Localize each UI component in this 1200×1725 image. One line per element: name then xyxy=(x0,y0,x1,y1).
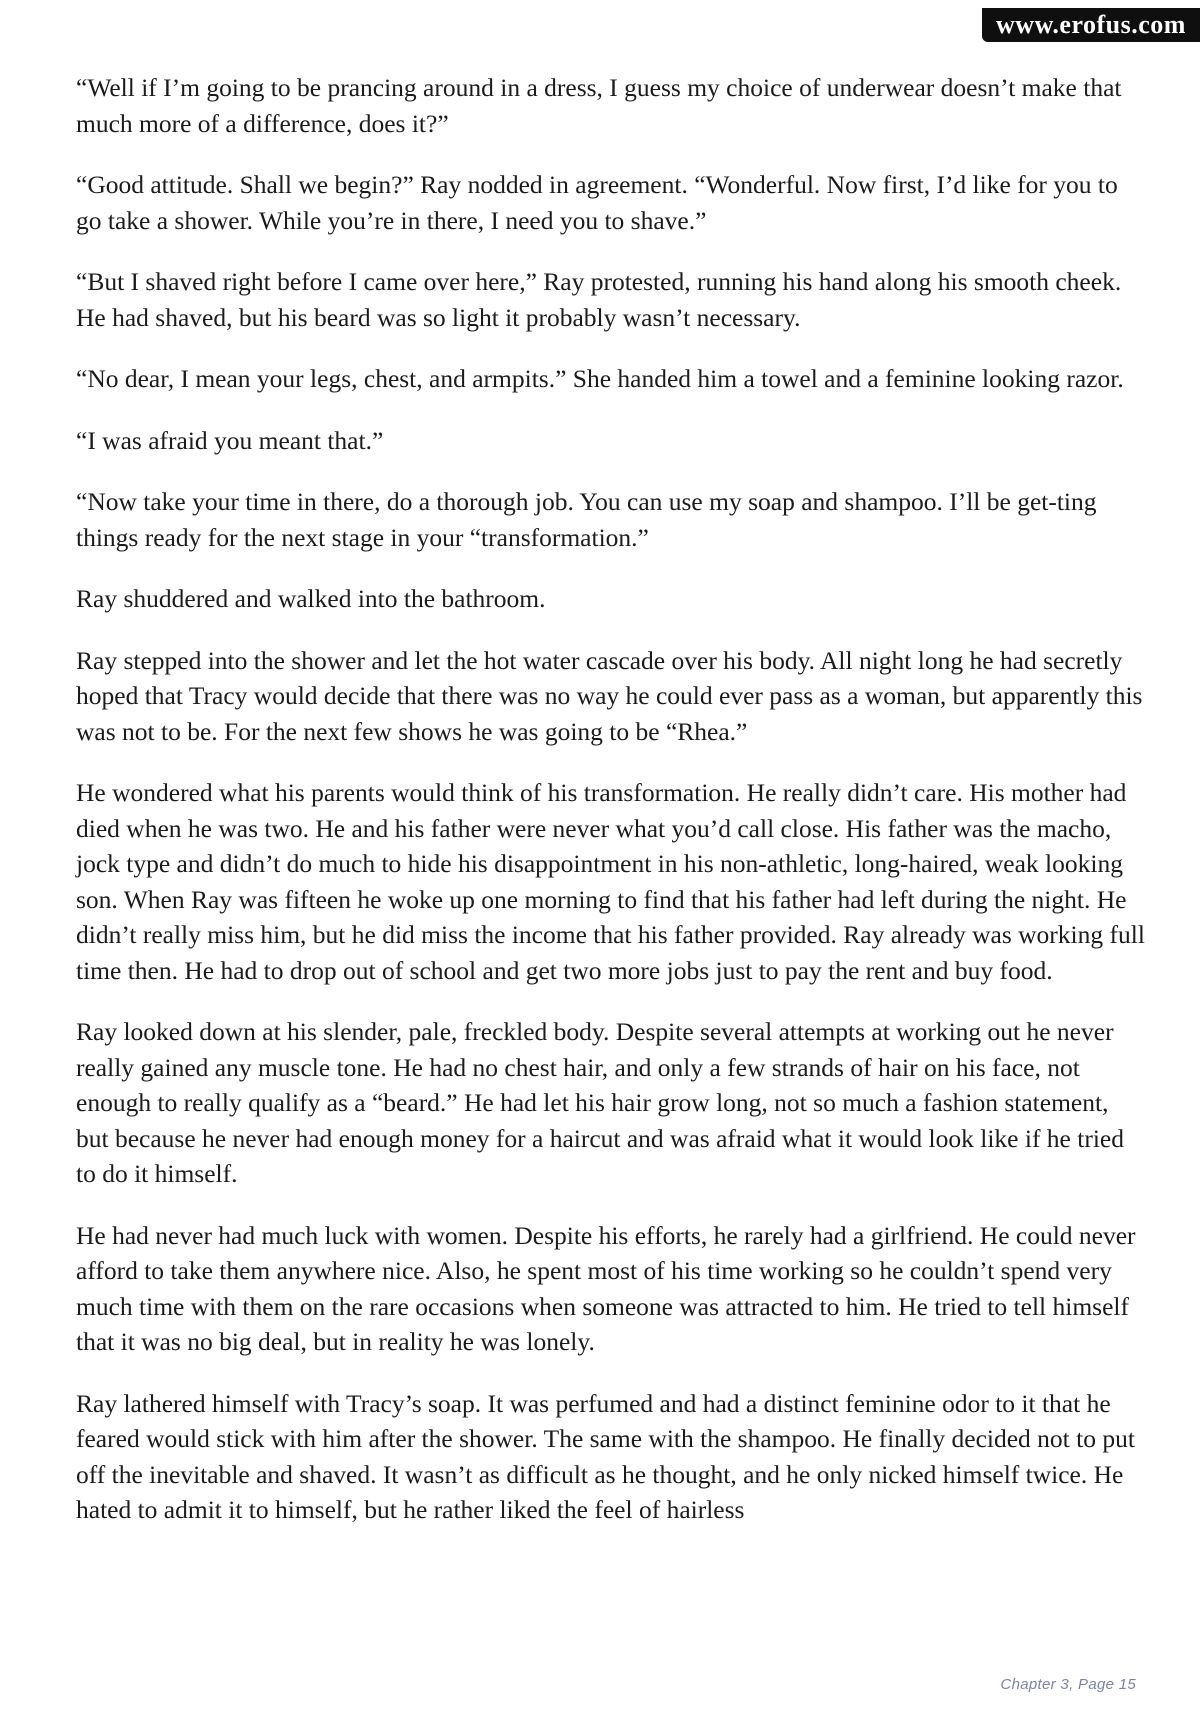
paragraph: “But I shaved right before I came over here,” Ray protested, running his hand along his smooth cheek. He had shaved, but his beard was so light it probably wasn’t necessary. xyxy=(76,267,1122,332)
paragraph: “I was afraid you meant that.” xyxy=(76,425,384,455)
paragraph: He wondered what his parents would think of his transformation. He really didn’t care. His mother had died when he was two. He and his father were never what you’d call close. His father was the macho, jock type and didn’t do much to hide his disappointment in his non-athletic, long-haired, weak looking son. When Ray was fifteen he woke up one morning to find that his father had left during the night. He didn’t really miss him, but he did miss the income that his father provided. Ray already was working full time then. He had to drop out of school and get two more jobs just to pay the rent and buy food. xyxy=(76,778,1145,985)
document-body xyxy=(76,70,1146,1554)
paragraph: “Now take your time in there, do a thorough job. You can use my soap and shampoo. I’ll be get-ting things ready for the next stage in your “transformation.” xyxy=(76,487,1097,552)
paragraph: Ray shuddered and walked into the bathroom. xyxy=(76,584,546,613)
paragraph: “Good attitude. Shall we begin?” Ray nodded in agreement. “Wonderful. Now first, I’d like for you to go take a shower. While you’re in there, I need you to shave.” xyxy=(76,170,1118,235)
paragraph: “Well if I’m going to be prancing around in a dress, I guess my choice of underwear doesn’t make that much more of a difference, does it?” xyxy=(76,73,1122,138)
page-footer: Chapter 3, Page 15 xyxy=(1000,1676,1136,1693)
paragraph: Ray stepped into the shower and let the hot water cascade over his body. All night long he had secretly hoped that Tracy would decide that there was no way he could ever pass as a woman, but apparently this was not to be. For the next few shows he was going to be “Rhea.” xyxy=(76,645,1143,746)
paragraph: “No dear, I mean your legs, chest, and armpits.” She handed him a towel and a feminine looking razor. xyxy=(76,364,1124,393)
site-watermark xyxy=(982,8,1200,42)
paragraph: Ray looked down at his slender, pale, freckled body. Despite several attempts at working out he never really gained any muscle tone. He had no chest hair, and only a few strands of hair on his face, not enough to really qualify as a “beard.” He had let his hair grow long, not so much a fashion statement, but because he never had enough money for a haircut and was afraid what it would look like if he tried to do it himself. xyxy=(76,1017,1124,1188)
paragraph: Ray lathered himself with Tracy’s soap. It was perfumed and had a distinct feminine odor to it that he feared would stick with him after the shower. The same with the shampoo. He finally decided not to put off the inevitable and shaved. It wasn’t as difficult as he thought, and he only nicked himself twice. He hated to admit it to himself, but he rather liked the feel of hairless xyxy=(76,1388,1135,1524)
watermark-text: www.erofus.com xyxy=(996,10,1186,39)
paragraph: He had never had much luck with women. Despite his efforts, he rarely had a girlfriend. He could never afford to take them anywhere nice. Also, he spent most of his time working so he couldn’t spend very much time with them on the rare occasions when someone was attracted to him. He tried to tell himself that it was no big deal, but in reality he was lonely. xyxy=(76,1220,1136,1356)
